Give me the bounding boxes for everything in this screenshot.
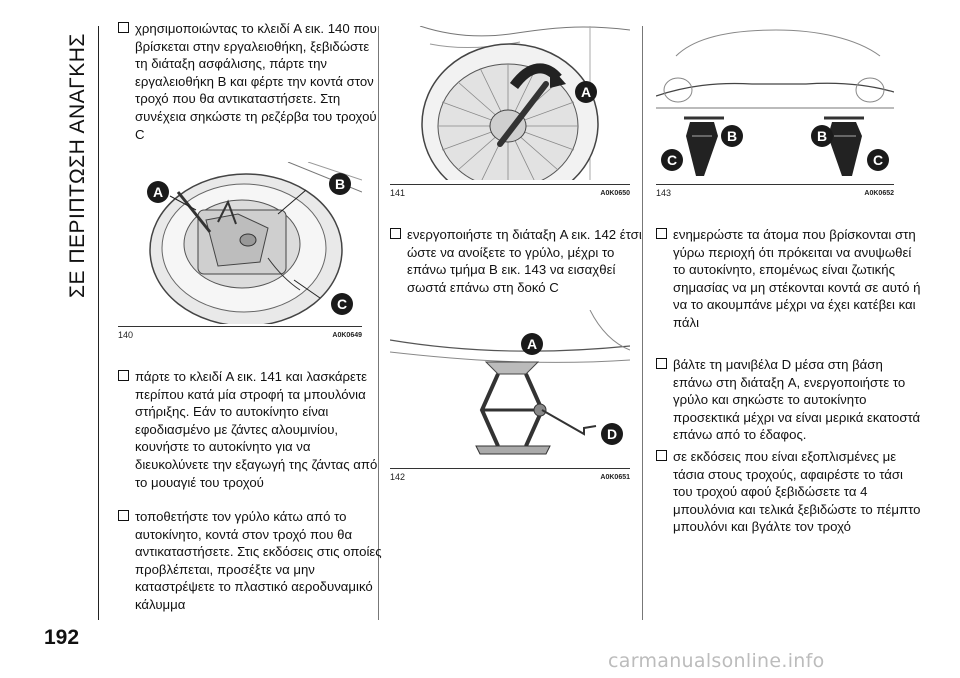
figure-number: 140 bbox=[118, 330, 134, 340]
callout-c: C bbox=[336, 296, 348, 312]
callout-d: D bbox=[606, 426, 618, 442]
figure-code: A0K0652 bbox=[864, 190, 894, 197]
chapter-title: ΣΕ ΠΕΡΙΠΤΩΣΗ ΑΝΑΓΚΗΣ bbox=[66, 33, 89, 298]
side-rule bbox=[98, 26, 99, 620]
watermark: carmanualsonline.info bbox=[608, 650, 825, 672]
page-number: 192 bbox=[44, 626, 80, 649]
figure-rule bbox=[118, 326, 362, 327]
instruction-item bbox=[118, 508, 385, 614]
checkbox-bullet-icon bbox=[656, 450, 667, 461]
callout-a: A bbox=[580, 84, 592, 100]
column-divider bbox=[642, 26, 643, 620]
figure-code: A0K0651 bbox=[600, 474, 630, 481]
instruction-item bbox=[390, 226, 655, 296]
checkbox-bullet-icon bbox=[390, 228, 401, 239]
instruction-item bbox=[656, 226, 923, 332]
figure-rule bbox=[390, 184, 630, 185]
callout-c: C bbox=[666, 152, 678, 168]
figure-number: 142 bbox=[390, 472, 406, 482]
figure-code: A0K0649 bbox=[332, 332, 362, 339]
instruction-text: σε εκδόσεις που είναι εξοπλισμένες με τάσια στους τροχούς, αφαιρέστε το τάσι του τροχού αφού ξεβιδώσετε τα 4 μπουλόνια και τελικά ξεβιδώστε το πέμπτο μπουλόνι και βγάλτε τον τροχό bbox=[673, 449, 921, 535]
instruction-item bbox=[656, 356, 923, 444]
checkbox-bullet-icon bbox=[656, 358, 667, 369]
instruction-text: ενημερώστε τα άτομα που βρίσκονται στη γύρω περιοχή ότι πρόκειται να ανυψωθεί το αυτοκίνητο, επομένως είναι ζωτικής σημασίας να μη στέκονται κοντά σε αυτό ή να το ακουμπάνε μέχρι να έχει κατέβει και πάλι bbox=[673, 227, 921, 330]
callout-b: B bbox=[334, 176, 346, 192]
checkbox-bullet-icon bbox=[118, 370, 129, 381]
instruction-text: χρησιμοποιώντας το κλειδί A εικ. 140 που βρίσκεται στην εργαλειοθήκη, ξεβιδώστε τη διάταξη ασφάλισης, πάρτε την εργαλειοθήκη B και φέρτε την κοντά στον τροχό που θα αντικαταστήσετε. Στη συνέχεια σηκώστε τη ρεζέρβα του τροχού C bbox=[135, 21, 377, 142]
figure-rule bbox=[656, 184, 894, 185]
instruction-text: πάρτε το κλειδί A εικ. 141 και λασκάρετε περίπου κατά μία στροφή τα μπουλόνια στήριξης. Εάν το αυτοκίνητο είναι εφοδιασμένο με ζάντες αλουμινίου, κουνήστε το αυτοκίνητο για να διευκολύνετε την εξαγωγή της ζάντας από το μουαγιέ του τροχού bbox=[135, 369, 378, 490]
checkbox-bullet-icon bbox=[118, 510, 129, 521]
callout-b: B bbox=[816, 128, 828, 144]
figure-rule bbox=[390, 468, 630, 469]
instruction-item bbox=[118, 20, 385, 143]
callout-a: A bbox=[526, 336, 538, 352]
checkbox-bullet-icon bbox=[118, 22, 129, 33]
figure-143 bbox=[656, 26, 894, 202]
figure-141 bbox=[390, 26, 630, 202]
instruction-text: τοποθετήστε τον γρύλο κάτω από το αυτοκίνητο, κοντά στον τροχό που θα αντικαταστήσετε. Στις εκδόσεις στις οποίες προβλέπεται, προσέξτε να μην καταστρέψετε το πλαστικό αεροδυναμικό κάλυμμα bbox=[135, 509, 382, 612]
wheel-bolt-illustration bbox=[390, 26, 630, 180]
figure-number: 141 bbox=[390, 188, 406, 198]
figure-number: 143 bbox=[656, 188, 672, 198]
instruction-text: ενεργοποιήστε τη διάταξη A εικ. 142 έτσι ώστε να ανοίξετε το γρύλο, μέχρι το επάνω τμήμα B εικ. 143 να εισαχθεί σωστά επάνω στη δοκό C bbox=[407, 227, 642, 295]
checkbox-bullet-icon bbox=[656, 228, 667, 239]
jack-illustration bbox=[390, 310, 630, 464]
jacking-points-illustration bbox=[656, 26, 894, 180]
instruction-item bbox=[118, 368, 385, 491]
instruction-text: βάλτε τη μανιβέλα D μέσα στη βάση επάνω στη διάταξη A, ενεργοποιήστε το γρύλο και σηκώστε το αυτοκίνητο προσεκτικά μέχρι να είναι μερικά εκατοστά επάνω από το έδαφος. bbox=[673, 357, 921, 443]
figure-142 bbox=[390, 310, 630, 488]
callout-b: B bbox=[726, 128, 738, 144]
instruction-item bbox=[656, 448, 923, 536]
callout-a: A bbox=[152, 184, 164, 200]
spare-wheel-illustration bbox=[118, 162, 362, 324]
figure-code: A0K0650 bbox=[600, 190, 630, 197]
callout-c: C bbox=[872, 152, 884, 168]
figure-140 bbox=[118, 162, 362, 346]
